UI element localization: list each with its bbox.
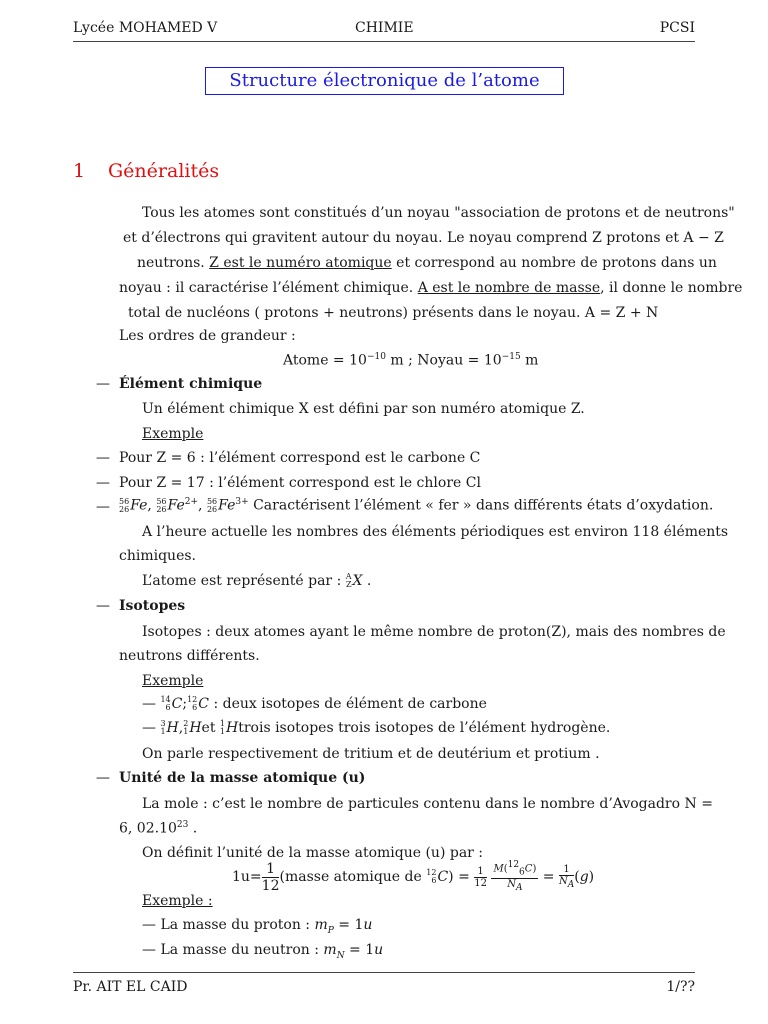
element-paragraph-1: A l’heure actuelle les nombres des éléments périodiques est environ 118 éléments xyxy=(142,524,729,540)
document-title: Structure électronique de l’atome xyxy=(205,67,564,95)
uma-line-3: On définit l’unité de la masse atomique (u) par : xyxy=(142,845,484,861)
element-example-2: Pour Z = 17 : l’élément correspond est le chlore Cl xyxy=(119,475,481,491)
element-paragraph-3: L’atome est représenté par : A Z X . xyxy=(142,572,372,589)
isotopes-line-1: Isotopes : deux atomes ayant le même nombre de proton(Z), mais des nombres de xyxy=(142,624,726,640)
bullet-dash: — xyxy=(96,499,110,515)
uma-example-1: — La masse du proton : $m_P = 1u$ xyxy=(142,917,373,936)
bullet-dash: — xyxy=(96,598,110,614)
uma-line-1: La mole : c’est le nombre de particules contenu dans le nombre d’Avogadro N = xyxy=(142,796,713,812)
element-example-3: 56 26 Fe, 56 26 $Fe^{2+}$, 56 26 $Fe^{3+}$ Caractérisent l’élément « fer » dans différents états d’oxydation. xyxy=(119,496,714,514)
header-school: Lycée MOHAMED V xyxy=(73,20,218,36)
intro-line-2: et d’électrons qui gravitent autour du noyau. Le noyau comprend Z protons et A − Z xyxy=(123,230,724,246)
element-example-1: Pour Z = 6 : l’élément correspond est le carbone C xyxy=(119,450,481,466)
intro-line-4: noyau : il caractérise l’élément chimique. A est le nombre de masse, il donne le nombre xyxy=(119,280,743,296)
bullet-dash: — xyxy=(96,376,110,392)
footer-page-number: 1/?? xyxy=(666,979,695,995)
element-paragraph-2: chimiques. xyxy=(119,548,196,564)
intro-line-3: neutrons. Z est le numéro atomique et correspond au nombre de protons dans un xyxy=(137,255,717,271)
header-rule xyxy=(73,41,695,42)
z-definition: Z est le numéro atomique xyxy=(209,255,392,271)
isotopes-example-2: — 3 1 H, 2 1 Het 1 1 Htrois isotopes trois isotopes de l’élément hydrogène. xyxy=(142,719,611,736)
section-number: 1 xyxy=(73,160,86,182)
isotope-notation: 56 26 xyxy=(119,496,130,514)
footer-author: Pr. AIT EL CAID xyxy=(73,979,188,995)
uma-example-label: Exemple : xyxy=(142,893,213,909)
orders-of-magnitude: Atome = $10^{-10}$ m ; Noyau = $10^{-15}$ m xyxy=(283,352,539,369)
section-heading xyxy=(73,160,219,182)
isotopes-heading: Isotopes xyxy=(119,598,186,614)
header-subject: CHIMIE xyxy=(355,20,414,36)
isotopes-example-1: — 14 6 C; 12 6 C : deux isotopes de élément de carbone xyxy=(142,695,487,712)
a-definition: A est le nombre de masse xyxy=(417,280,601,296)
bullet-dash: — xyxy=(96,475,110,491)
bullet-dash: — xyxy=(96,450,110,466)
footer-rule xyxy=(73,972,695,973)
bullet-dash: — xyxy=(96,770,110,786)
isotopes-line-2: neutrons différents. xyxy=(119,648,260,664)
intro-line-1: Tous les atomes sont constitués d’un noyau "association de protons et de neutrons" xyxy=(142,205,735,221)
isotopes-line-3: On parle respectivement de tritium et de deutérium et protium . xyxy=(142,746,600,762)
uma-line-2: 6, 02.10$^{23}$ . xyxy=(119,820,198,837)
element-heading: Élément chimique xyxy=(119,376,263,392)
uma-example-2: — La masse du neutron : $m_N = 1u$ xyxy=(142,942,384,961)
uma-formula: 1u= $\frac{1}{12}$ (masse atomique de 12 6 C) = $\frac{1}{12}$ $\frac{M(^{12}_6C)}{N_A}$ = $\frac{1}{N_A}$ (g) xyxy=(232,860,595,894)
element-example-label: Exemple xyxy=(142,426,204,442)
intro-line-6: Les ordres de grandeur : xyxy=(119,328,296,344)
element-definition: Un élément chimique X est défini par son numéro atomique Z. xyxy=(142,401,585,417)
isotopes-example-label: Exemple xyxy=(142,673,204,689)
header-class: PCSI xyxy=(659,20,695,36)
intro-line-5: total de nucléons ( protons + neutrons) présents dans le noyau. A = Z + N xyxy=(128,305,659,321)
section-title: Généralités xyxy=(108,160,220,182)
uma-heading: Unité de la masse atomique (u) xyxy=(119,770,366,786)
page-header xyxy=(73,20,695,42)
